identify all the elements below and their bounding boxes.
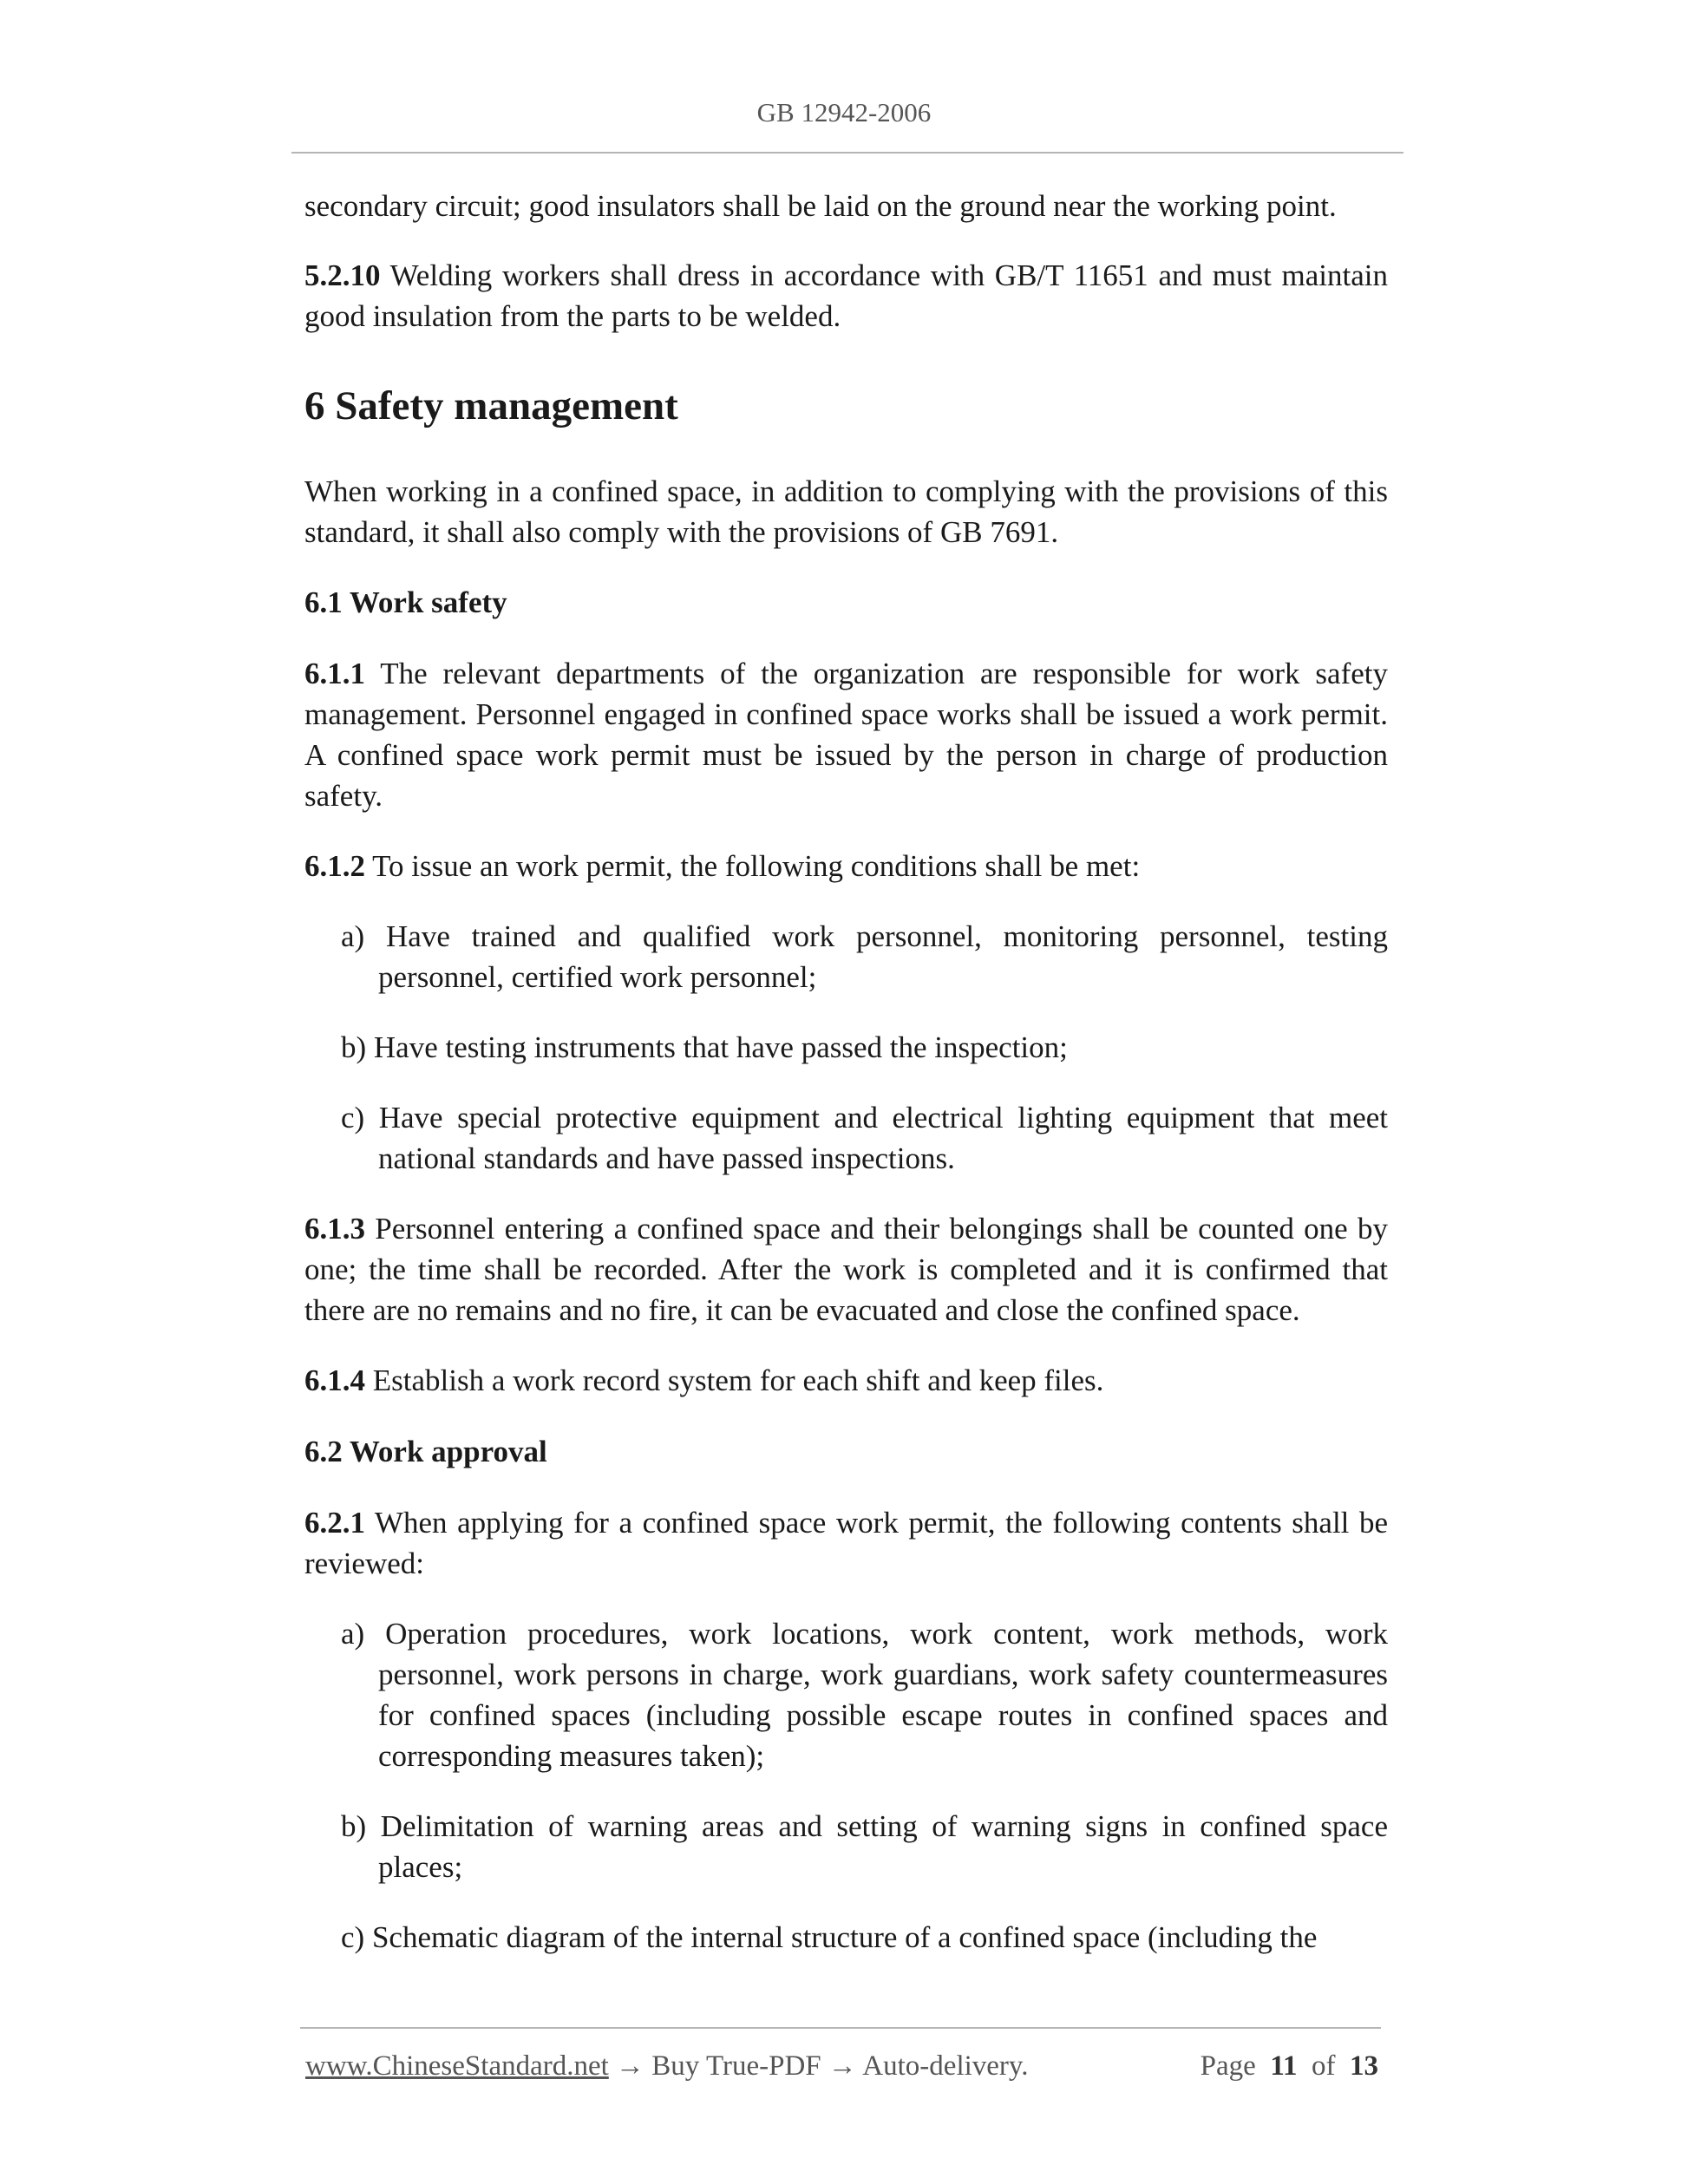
document-body bbox=[304, 186, 1388, 1958]
clause-number: 6.1.4 bbox=[304, 1363, 365, 1397]
current-page: 11 bbox=[1270, 2050, 1298, 2082]
header-divider bbox=[291, 152, 1403, 154]
clause-6-2-1: 6.2.1 When applying for a confined space work permit, the following contents shall be reviewed: bbox=[304, 1506, 1388, 1580]
footer-divider bbox=[300, 2027, 1381, 2029]
clause-5-2-10: 5.2.10 Welding workers shall dress in accordance with GB/T 11651 and must maintain good insulation from the parts to be welded. bbox=[304, 258, 1388, 333]
clause-number: 6.2.1 bbox=[304, 1506, 365, 1540]
subsection-heading-6-1: 6.1 Work safety bbox=[304, 585, 507, 619]
site-link[interactable]: www.ChineseStandard.net bbox=[305, 2050, 609, 2082]
paragraph-continuation: secondary circuit; good insulators shall be laid on the ground near the working point. bbox=[304, 189, 1337, 223]
clause-number: 6.1.3 bbox=[304, 1212, 365, 1246]
clause-number: 6.1.2 bbox=[304, 849, 365, 883]
list-item-6-1-2-b: b) Have testing instruments that have passed the inspection; bbox=[341, 1030, 1068, 1064]
footer-promo bbox=[305, 2050, 1029, 2083]
list-item-6-2-1-a: a) Operation procedures, work locations, work content, work methods, work personnel, work persons in charge, work guardians, work safety countermeasures for confined spaces (including possible escape routes in confined spaces and corresponding measures taken); bbox=[341, 1617, 1388, 1773]
total-pages: 13 bbox=[1350, 2050, 1378, 2082]
subsection-heading-6-2: 6.2 Work approval bbox=[304, 1435, 547, 1468]
section-heading-6: 6 Safety management bbox=[304, 383, 678, 428]
clause-6-1-4: 6.1.4 Establish a work record system for each shift and keep files. bbox=[304, 1363, 1104, 1397]
footer-tagline: → Buy True-PDF → Auto-delivery. bbox=[608, 2050, 1029, 2082]
list-item-6-2-1-b: b) Delimitation of warning areas and setting of warning signs in confined space places; bbox=[341, 1809, 1388, 1884]
page-header-title: GB 12942-2006 bbox=[756, 97, 932, 128]
clause-number: 5.2.10 bbox=[304, 258, 381, 292]
clause-number: 6.1.1 bbox=[304, 657, 365, 690]
clause-6-1-2: 6.1.2 To issue an work permit, the following conditions shall be met: bbox=[304, 849, 1141, 883]
clause-6-1-1: 6.1.1 The relevant departments of the organization are responsible for work safety management. Personnel engaged in confined space works shall be issued a work permit. A confined space work permit must be issued by the person in charge of production safety. bbox=[304, 657, 1388, 813]
clause-6-1-3: 6.1.3 Personnel entering a confined space and their belongings shall be counted one by one; the time shall be recorded. After the work is completed and it is confirmed that there are no remains and no fire, it can be evacuated and close the confined space. bbox=[304, 1212, 1388, 1327]
list-item-6-2-1-c: c) Schematic diagram of the internal structure of a confined space (including the bbox=[341, 1920, 1318, 1954]
list-item-6-1-2-c: c) Have special protective equipment and electrical lighting equipment that meet national standards and have passed inspections. bbox=[341, 1101, 1388, 1175]
page-number: Page 11 of 13 bbox=[1200, 2050, 1378, 2082]
list-item-6-1-2-a: a) Have trained and qualified work personnel, monitoring personnel, testing personnel, certified work personnel; bbox=[341, 919, 1388, 994]
section-6-intro: When working in a confined space, in addition to complying with the provisions of this standard, it shall also comply with the provisions of GB 7691. bbox=[304, 474, 1388, 549]
